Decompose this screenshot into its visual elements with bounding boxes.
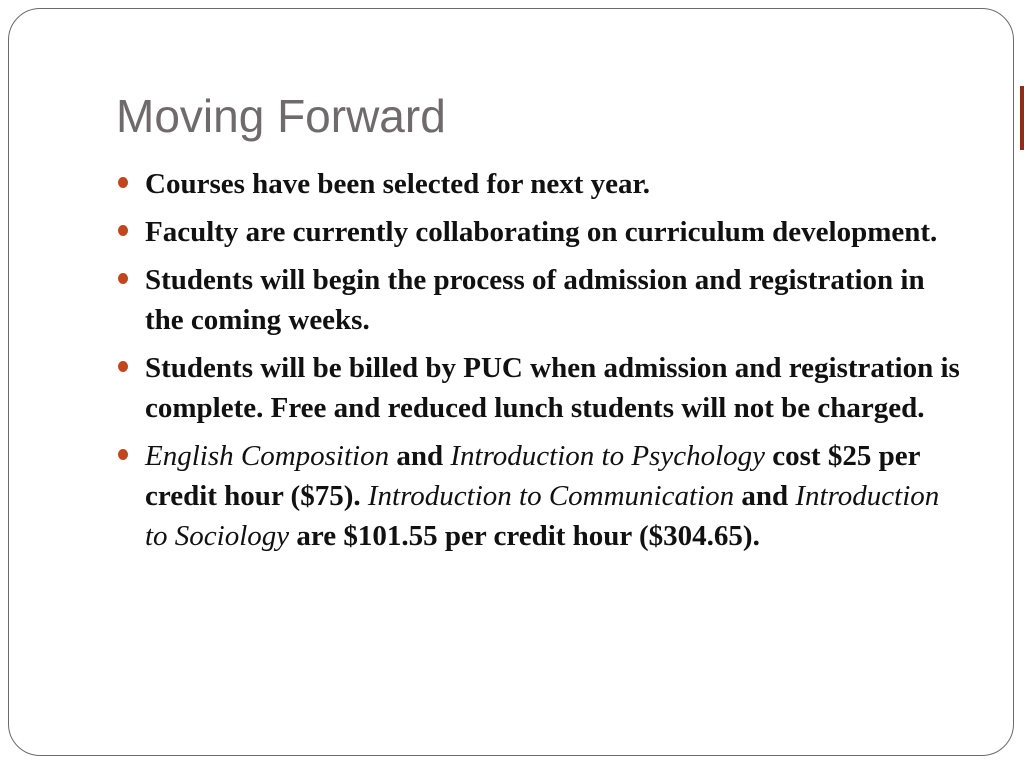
course-name: Introduction to Sociology xyxy=(145,480,940,552)
course-name: Introduction to Psychology xyxy=(450,440,766,472)
bullet-text: and xyxy=(734,480,796,512)
bullet-text: cost $25 per credit hour ($75). xyxy=(145,440,920,512)
bullet-dot-icon xyxy=(118,177,128,188)
bullet-item xyxy=(115,212,960,252)
bullet-list xyxy=(115,164,960,564)
bullet-dot-icon xyxy=(118,361,128,372)
slide-title: Moving Forward xyxy=(116,90,446,142)
bullet-text: Faculty are currently collaborating on curriculum development. xyxy=(145,216,938,248)
bullet-text: are $101.55 per credit hour ($304.65). xyxy=(289,520,760,552)
bullet-dot-icon xyxy=(118,449,128,460)
accent-bar xyxy=(1020,86,1024,150)
cost-bullet-item xyxy=(115,436,960,556)
bullet-dot-icon xyxy=(118,273,128,284)
bullet-text: and xyxy=(389,440,451,472)
bullet-dot-icon xyxy=(118,225,128,236)
bullet-item xyxy=(115,260,960,340)
bullet-text: Students will be billed by PUC when admission and registration is complete. Free and reduced lunch students will not be charged. xyxy=(145,352,960,424)
course-name: Introduction to Communication xyxy=(367,480,735,512)
bullet-item xyxy=(115,348,960,428)
course-name: English Composition xyxy=(145,440,390,472)
bullet-text: Courses have been selected for next year. xyxy=(145,168,650,200)
bullet-text: Students will begin the process of admission and registration in the coming weeks. xyxy=(145,264,925,336)
bullet-item xyxy=(115,164,960,204)
